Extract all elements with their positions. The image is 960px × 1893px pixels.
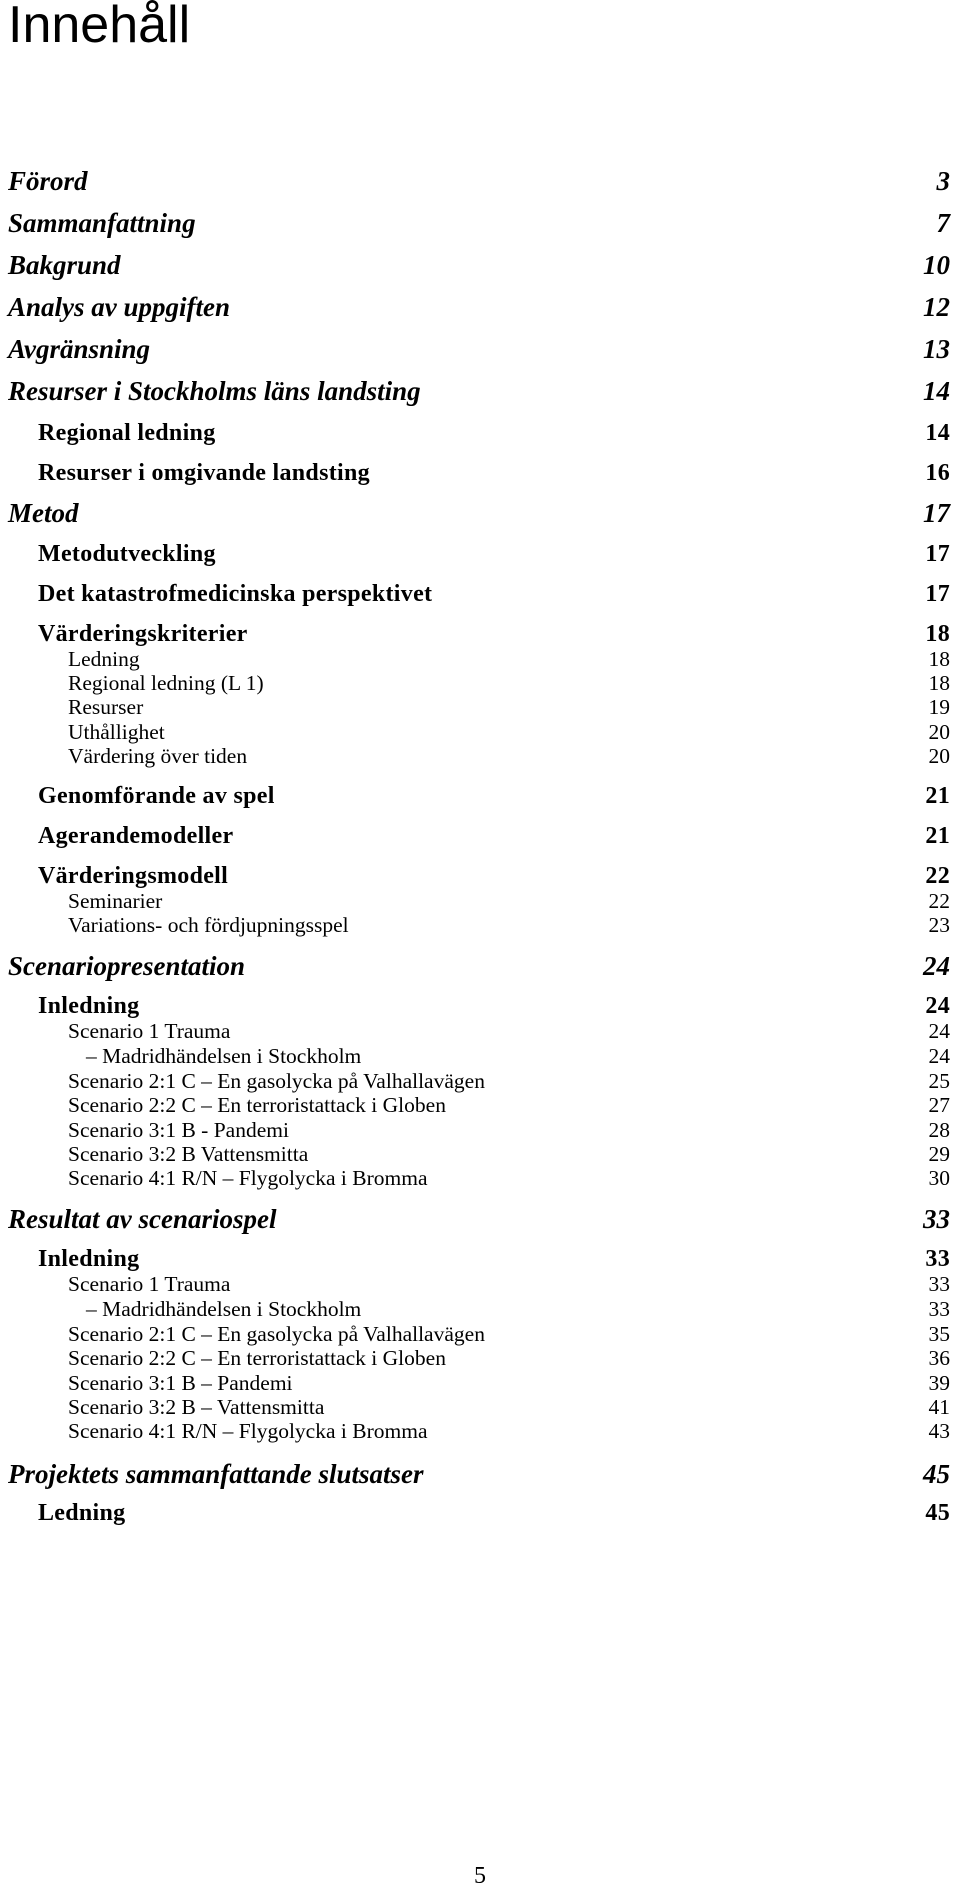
toc-entry (0, 951, 950, 981)
toc-entry-page: 17 (925, 581, 950, 607)
page-title: Innehåll (8, 0, 191, 54)
toc-entry-page: 36 (928, 1346, 950, 1370)
toc-entry-title: Metodutveckling (38, 541, 216, 567)
toc-entry-page: 24 (923, 951, 950, 981)
toc-entry-page: 23 (928, 913, 950, 937)
toc-entry-page: 14 (925, 420, 950, 446)
toc-entry (0, 620, 950, 648)
toc-entry-title: Inledning (38, 1246, 140, 1272)
toc-entry-page: 33 (923, 1204, 950, 1234)
toc-entry-page: 35 (928, 1322, 950, 1346)
toc-entry-title: Metod (8, 498, 79, 528)
toc-entry (0, 1271, 950, 1297)
toc-entry (0, 1321, 950, 1347)
toc-entry (0, 670, 950, 696)
toc-entry-page: 28 (928, 1118, 950, 1142)
toc-entry-title: Variations- och fördjupningsspel (68, 913, 349, 937)
toc-entry (0, 822, 950, 850)
toc-entry (0, 992, 950, 1020)
toc-entry-title: Analys av uppgiften (8, 292, 231, 322)
toc-entry-page: 30 (928, 1166, 950, 1190)
toc-entry (0, 1043, 950, 1069)
toc-entry-title: Scenario 3:1 B - Pandemi (68, 1118, 289, 1142)
toc-entry-title: Genomförande av spel (38, 783, 275, 809)
toc-entry-title: Resurser i omgivande landsting (38, 460, 370, 486)
toc-entry-title: Scenario 3:1 B – Pandemi (68, 1371, 293, 1395)
toc-entry-page: 24 (928, 1044, 950, 1068)
toc-entry-page: 12 (923, 292, 950, 322)
toc-entry-title: Regional ledning (38, 420, 216, 446)
toc-entry (0, 782, 950, 810)
toc-entry (0, 912, 950, 938)
toc-entry (0, 1459, 950, 1489)
toc-entry-page: 27 (928, 1093, 950, 1117)
toc-entry (0, 1394, 950, 1420)
toc-entry-title: Scenario 2:1 C – En gasolycka på Valhallavägen (68, 1322, 485, 1346)
toc-entry (0, 1245, 950, 1273)
toc-entry-page: 25 (928, 1069, 950, 1093)
toc-entry-page: 33 (928, 1272, 950, 1296)
toc-entry (0, 1141, 950, 1167)
toc-entry-title: Scenario 1 Trauma (68, 1272, 231, 1296)
toc-entry-page: 10 (923, 250, 950, 280)
toc-entry-page: 41 (928, 1395, 950, 1419)
toc-entry-page: 21 (925, 783, 950, 809)
toc-entry-page: 22 (925, 863, 950, 889)
toc-entry-title: Scenario 1 Trauma (68, 1019, 231, 1043)
toc-entry-title: Ledning (68, 647, 140, 671)
toc-entry-page: 33 (925, 1246, 950, 1272)
toc-entry-title: Avgränsning (8, 334, 151, 364)
toc-entry-title: Uthållighet (68, 720, 165, 744)
toc-entry-title: Agerandemodeller (38, 823, 234, 849)
toc-entry-page: 3 (936, 166, 950, 196)
toc-entry-page: 24 (928, 1019, 950, 1043)
toc-entry (0, 1068, 950, 1094)
toc-entry-page: 16 (925, 460, 950, 486)
toc-entry (0, 1204, 950, 1234)
toc-entry-page: 17 (923, 498, 950, 528)
toc-entry (0, 1418, 950, 1444)
toc-entry-page: 20 (928, 744, 950, 768)
toc-entry (0, 334, 950, 364)
toc-entry (0, 498, 950, 528)
toc-entry (0, 250, 950, 280)
toc-entry-page: 43 (928, 1419, 950, 1443)
toc-entry-title: Ledning (38, 1500, 126, 1526)
toc-entry-title: Scenario 3:2 B – Vattensmitta (68, 1395, 325, 1419)
toc-entry-page: 39 (928, 1371, 950, 1395)
toc-entry-page: 14 (923, 376, 950, 406)
toc-entry-title: Resurser i Stockholms läns landsting (8, 376, 421, 406)
toc-entry (0, 580, 950, 608)
toc-entry (0, 888, 950, 914)
toc-entry-title: Inledning (38, 993, 140, 1019)
toc-entry-page: 19 (928, 695, 950, 719)
toc-entry-title: Förord (8, 166, 88, 196)
toc-entry-title: Sammanfattning (8, 208, 196, 238)
toc-entry (0, 166, 950, 196)
toc-entry-page: 33 (928, 1297, 950, 1321)
toc-entry (0, 1345, 950, 1371)
toc-entry-title: Bakgrund (8, 250, 121, 280)
toc-entry (0, 694, 950, 720)
toc-entry-title: Scenario 2:2 C – En terroristattack i Globen (68, 1346, 446, 1370)
toc-entry (0, 1370, 950, 1396)
toc-entry-page: 17 (925, 541, 950, 567)
toc-entry-title: Scenario 2:2 C – En terroristattack i Globen (68, 1093, 446, 1117)
toc-entry-title: Scenario 4:1 R/N – Flygolycka i Bromma (68, 1166, 428, 1190)
toc-entry-title: Scenario 2:1 C – En gasolycka på Valhallavägen (68, 1069, 485, 1093)
toc-entry (0, 1499, 950, 1527)
toc-entry (0, 292, 950, 322)
toc-entry (0, 743, 950, 769)
toc-entry-title: Scenariopresentation (8, 951, 246, 981)
toc-entry-title: Scenario 4:1 R/N – Flygolycka i Bromma (68, 1419, 428, 1443)
toc-entry-title: – Madridhändelsen i Stockholm (86, 1044, 362, 1068)
toc-entry-page: 13 (923, 334, 950, 364)
toc-entry-title: – Madridhändelsen i Stockholm (86, 1297, 362, 1321)
toc-entry-title: Projektets sammanfattande slutsatser (8, 1459, 424, 1489)
toc-entry-page: 20 (928, 720, 950, 744)
toc-entry (0, 459, 950, 487)
toc-entry (0, 719, 950, 745)
toc-entry (0, 208, 950, 238)
toc-entry-title: Värderingsmodell (38, 863, 229, 889)
toc-entry-title: Värderingskriterier (38, 621, 248, 647)
toc-entry-title: Det katastrofmedicinska perspektivet (38, 581, 433, 607)
toc-entry (0, 376, 950, 406)
toc-entry (0, 1165, 950, 1191)
toc-entry-title: Seminarier (68, 889, 163, 913)
toc-entry-title: Resultat av scenariospel (8, 1204, 277, 1234)
toc-entry-title: Värdering över tiden (68, 744, 248, 768)
page-number: 5 (474, 1863, 486, 1889)
toc-entry-page: 18 (928, 647, 950, 671)
toc-entry-page: 29 (928, 1142, 950, 1166)
toc-entry-title: Resurser (68, 695, 144, 719)
toc-entry-page: 18 (925, 621, 950, 647)
toc-entry (0, 1117, 950, 1143)
toc-entry-title: Scenario 3:2 B Vattensmitta (68, 1142, 309, 1166)
toc-entry (0, 862, 950, 890)
toc-entry-page: 45 (923, 1459, 950, 1489)
toc-entry (0, 646, 950, 672)
toc-entry-page: 7 (936, 208, 950, 238)
toc-entry-page: 21 (925, 823, 950, 849)
toc-entry-page: 22 (928, 889, 950, 913)
toc-entry-page: 45 (925, 1500, 950, 1526)
toc-entry (0, 540, 950, 568)
toc-entry (0, 1092, 950, 1118)
toc-entry (0, 1018, 950, 1044)
toc-entry-page: 24 (925, 993, 950, 1019)
toc-entry (0, 1296, 950, 1322)
toc-entry-page: 18 (928, 671, 950, 695)
toc-entry (0, 419, 950, 447)
toc-entry-title: Regional ledning (L 1) (68, 671, 264, 695)
